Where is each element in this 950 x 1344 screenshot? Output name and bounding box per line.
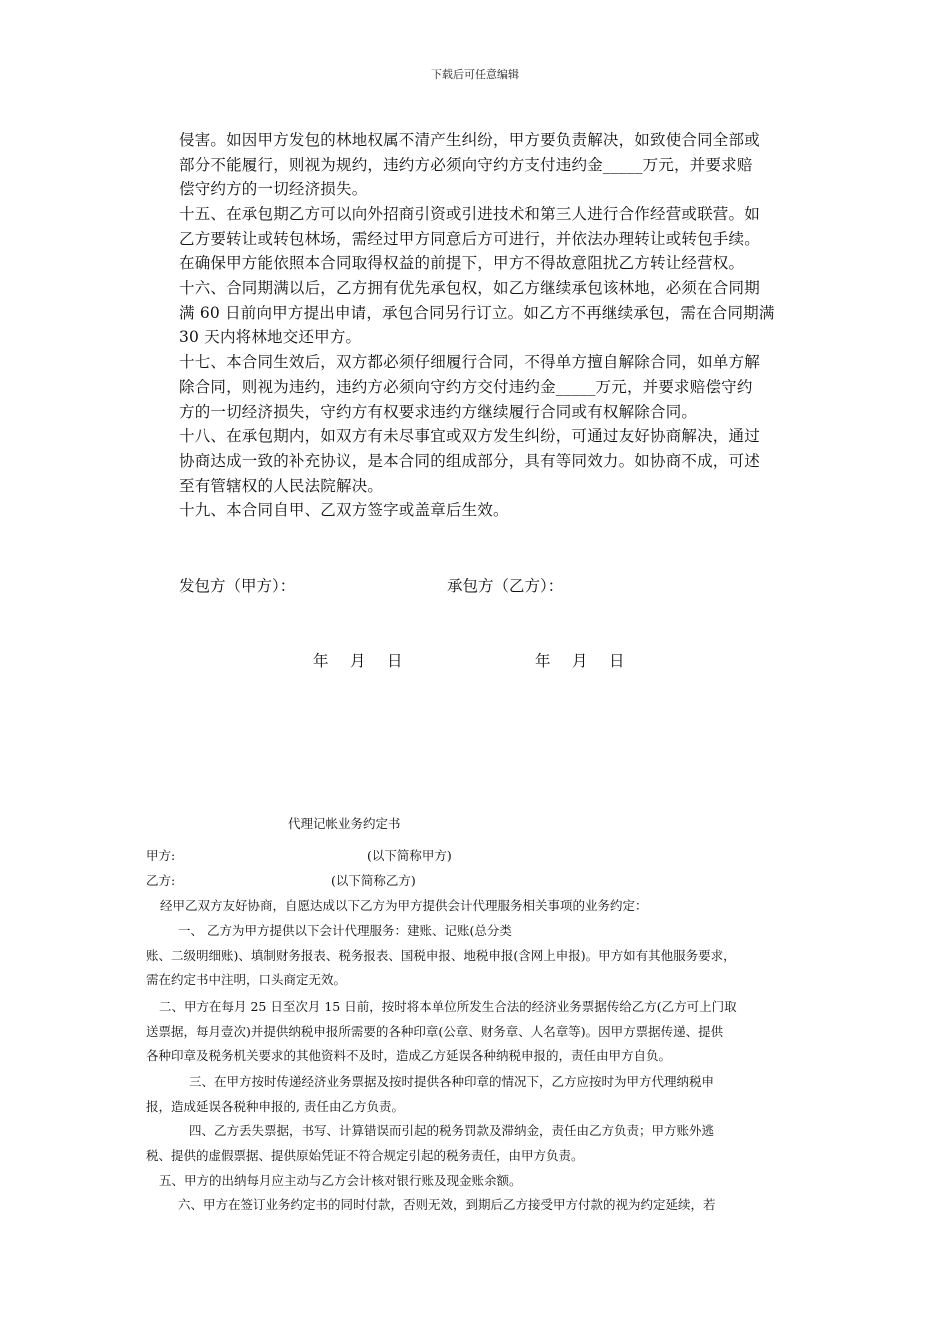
contract-line: 在确保甲方能依照本合同取得权益的前提下，甲方不得故意阻扰乙方转让经营权。: [179, 254, 745, 272]
party-b-date: 年 月 日: [535, 652, 628, 670]
agreement-line: 六、甲方在签订业务约定书的同时付款，否则无效，到期后乙方接受甲方付款的视为约定延续，若: [178, 1197, 716, 1212]
party-a-label: 甲方:: [146, 848, 176, 863]
agreement-line: 经甲乙双方友好协商，自愿达成以下乙方为甲方提供会计代理服务相关事项的业务约定：: [160, 898, 648, 913]
agreement-line: 送票据，每月壹次)并提供纳税申报所需要的各种印章(公章、财务章、人名章等)。因甲方票据传递、提供: [146, 1024, 724, 1039]
party-b-label: 乙方:: [146, 873, 176, 888]
contract-line: 十七、本合同生效后，双方都必须仔细履行合同，不得单方擅自解除合同，如单方解: [179, 353, 760, 371]
agreement-line: 二、甲方在每月 25 日至次月 15 日前，按时将本单位所发生合法的经济业务票据传给乙方(乙方可上门取: [159, 999, 737, 1014]
contract-line: 偿守约方的一切经济损失。: [179, 180, 368, 198]
agreement-line: 税、提供的虚假票据、提供原始凭证不符合规定引起的税务责任，由甲方负责。: [146, 1148, 584, 1163]
party-b-signature-label: 承包方（乙方）：: [447, 577, 564, 595]
contract-line: 30 天内将林地交还甲方。: [179, 328, 362, 346]
agreement-line: 各种印章及税务机关要求的其他资料不及时，造成乙方延误各种纳税申报的，责任由甲方自负。: [146, 1048, 672, 1063]
party-a-signature-label: 发包方（甲方）：: [179, 577, 296, 595]
contract-line: 十九、本合同自甲、乙双方签字或盖章后生效。: [179, 501, 509, 519]
party-a-date: 年 月 日: [313, 652, 406, 670]
agreement-line: 报，造成延误各税种申报的, 责任由乙方负责。: [146, 1099, 404, 1114]
agreement-line: 四、乙方丢失票据，书写、计算错误而引起的税务罚款及滞纳金，责任由乙方负责；甲方账外逃: [189, 1123, 715, 1138]
contract-line: 除合同，则视为违约，违约方必须向守约方交付违约金_____万元，并要求赔偿守约: [179, 378, 753, 396]
contract-line: 部分不能履行，则视为规约，违约方必须向守约方支付违约金_____万元，并要求赔: [179, 156, 753, 174]
agreement-line: 账、二级明细账)、填制财务报表、税务报表、国税申报、地税申报(含网上申报)。甲方如有其他服务要求，: [146, 948, 736, 963]
party-a-note: (以下简称甲方): [367, 848, 452, 863]
agreement-line: 需在约定书中注明，口头商定无效。: [146, 972, 347, 987]
agreement-line: 三、在甲方按时传递经济业务票据及按时提供各种印章的情况下，乙方应按时为甲方代理纳税申: [189, 1074, 715, 1089]
contract-line: 方的一切经济损失，守约方有权要求违约方继续履行合同或有权解除合同。: [179, 403, 698, 421]
contract-line: 侵害。如因甲方发包的林地权属不清产生纠纷，甲方要负责解决，如致使合同全部或: [179, 131, 760, 149]
contract-line: 乙方要转让或转包林场，需经过甲方同意后方可进行，并依法办理转让或转包手续。: [179, 230, 760, 248]
agreement-line: 一、 乙方为甲方提供以下会计代理服务：建账、记账(总分类: [178, 923, 512, 938]
agreement-line: 五、甲方的出纳每月应主动与乙方会计核对银行账及现金账余额。: [159, 1173, 522, 1188]
page-header: 下载后可任意编辑: [431, 68, 519, 81]
contract-line: 十六、合同期满以后，乙方拥有优先承包权，如乙方继续承包该林地，必须在合同期: [179, 279, 760, 297]
contract-line: 至有管辖权的人民法院解决。: [179, 477, 384, 495]
contract-line: 满 60 日前向甲方提出申请，承包合同另行订立。如乙方不再继续承包，需在合同期满: [179, 304, 775, 322]
agreement-title: 代理记帐业务约定书: [288, 816, 401, 831]
party-b-note: (以下简称乙方): [331, 873, 416, 888]
contract-line: 十八、在承包期内，如双方有未尽事宜或双方发生纠纷，可通过友好协商解决，通过: [179, 427, 760, 445]
contract-line: 协商达成一致的补充协议，是本合同的组成部分，具有等同效力。如协商不成，可述: [179, 452, 760, 470]
contract-line: 十五、在承包期乙方可以向外招商引资或引进技术和第三人进行合作经营或联营。如: [179, 205, 760, 223]
